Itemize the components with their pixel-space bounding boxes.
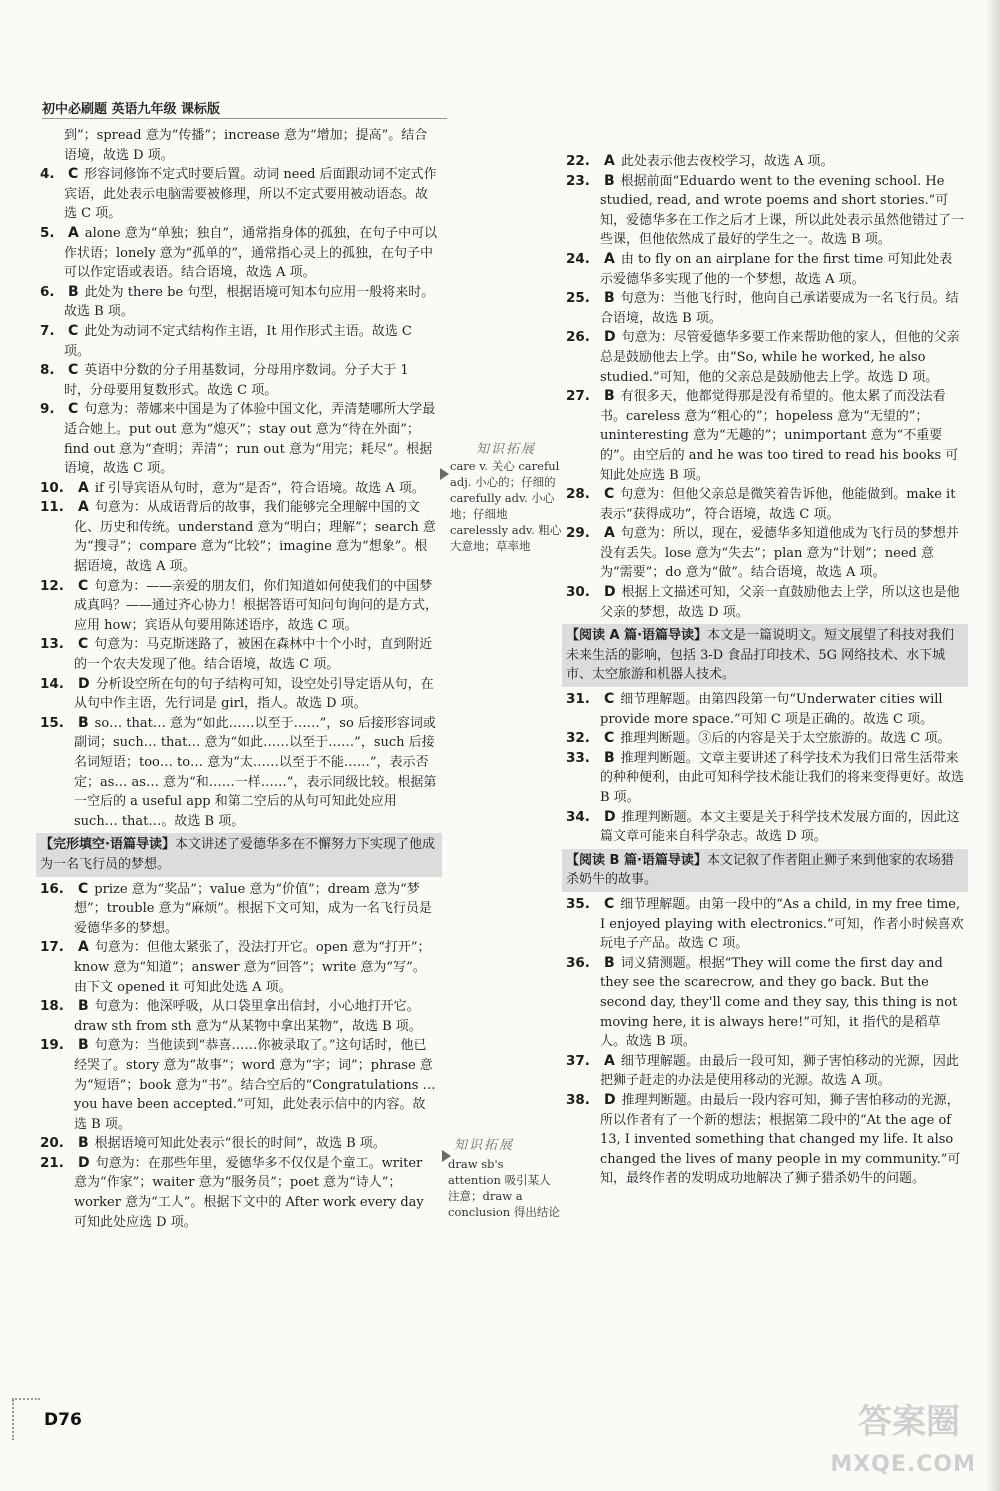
question-number: 29. — [566, 525, 590, 542]
answer-letter: B — [78, 998, 89, 1015]
answer-item — [40, 322, 438, 361]
answer-item — [566, 690, 964, 729]
answer-letter: D — [78, 675, 90, 692]
explanation-text: so… that… 意为“如此……以至于……”，so 后接形容词或副词；such… that… 意为“如此……以至于……”，such 后接名词短语；too… to… 意为“太……以至于不能……”，表示否定；as… as… 意为“和……一样……”，表示同级比较。根据第一空后的 a useful app 和第二空后的从句可知此处应用 such… that…。故选 B 项。 — [74, 715, 437, 829]
answer-letter: C — [604, 486, 615, 503]
answer-letter: C — [68, 166, 79, 183]
question-number: 27. — [566, 388, 590, 405]
answer-item — [566, 250, 964, 289]
answer-item — [40, 997, 438, 1036]
answer-letter: B — [604, 290, 615, 307]
answer-letter: A — [604, 1052, 615, 1069]
question-number: 5. — [40, 224, 55, 241]
answer-letter: A — [68, 224, 79, 241]
explanation-text: 到”；spread 意为“传播”；increase 意为“增加；提高”。结合语境，故选 D 项。 — [64, 128, 428, 163]
answer-letter: B — [68, 283, 79, 300]
page-number: D76 — [44, 1410, 82, 1430]
answer-letter: C — [68, 401, 79, 418]
question-number: 30. — [566, 584, 590, 601]
note-title-draw: 知识拓展 — [454, 1138, 515, 1153]
explanation-text: 句意为：但他父亲总是微笑着告诉他，他能做到。make it 表示“获得成功”，符合语境，故选 C 项。 — [600, 487, 956, 522]
answer-letter: A — [78, 499, 89, 516]
answer-letter: A — [604, 250, 615, 267]
question-number: 35. — [566, 895, 590, 912]
answer-letter: B — [78, 1037, 89, 1054]
answer-item — [566, 808, 964, 847]
answer-item — [566, 152, 964, 172]
answer-letter: C — [78, 636, 89, 653]
answer-item — [40, 675, 438, 714]
guide-text: 本文记叙了作者阻止狮子来到他家的农场猎杀奶牛的故事。 — [566, 852, 954, 888]
answer-item — [40, 714, 438, 832]
answer-letter: C — [604, 895, 615, 912]
question-number: 23. — [566, 172, 590, 189]
answer-letter: B — [78, 1135, 89, 1152]
answer-item — [566, 749, 964, 808]
corner-dotted-line — [12, 1398, 40, 1401]
page-spine-shadow — [986, 0, 1000, 1491]
answer-item — [566, 729, 964, 749]
explanation-text: 根据上文描述可知，父亲一直鼓励他去上学，所以这也是他父亲的梦想，故选 D 项。 — [600, 585, 960, 620]
explanation-text: 细节理解题。由第四段第一句“Underwater cities will provide more space.”可知 C 项是正确的。故选 C 项。 — [600, 692, 943, 727]
answer-item — [566, 524, 964, 583]
guide-tag: 【阅读 A 篇·语篇导读】 — [566, 628, 708, 644]
explanation-text: 句意为：当他飞行时，他向自己承诺要成为一名飞行员。结合语境，故选 B 项。 — [600, 291, 959, 326]
answer-item — [566, 1052, 964, 1091]
question-number: 17. — [40, 939, 64, 956]
explanation-text: prize 意为“奖品”；value 意为“价值”；dream 意为“梦想”；trouble 意为“麻烦”。根据下文可知，成为一名飞行员是爱德华多的梦想。 — [74, 881, 432, 936]
reading-guide-box — [562, 624, 968, 687]
answer-item — [566, 328, 964, 387]
note-draw: draw sb's attention 吸引某人注意；draw a conclusion 得出结论 — [448, 1157, 560, 1219]
answer-item — [566, 895, 964, 954]
right-column — [566, 152, 964, 1189]
question-number: 10. — [40, 479, 64, 496]
answer-item — [566, 172, 964, 250]
answer-letter: C — [604, 691, 615, 708]
answer-item — [40, 577, 438, 636]
question-number: 25. — [566, 290, 590, 307]
answer-letter: D — [78, 1154, 90, 1171]
answer-item — [40, 498, 438, 576]
answer-letter: D — [604, 808, 616, 825]
answer-item — [566, 485, 964, 524]
question-number: 7. — [40, 322, 55, 339]
explanation-text: 细节理解题。由最后一段可知，狮子害怕移动的光源，因此把狮子赶走的办法是使用移动的光源。故选 A 项。 — [600, 1053, 959, 1089]
answer-letter: B — [604, 954, 615, 971]
left-column — [40, 126, 438, 1232]
question-number: 33. — [566, 749, 590, 766]
reading-guide-box — [562, 849, 968, 892]
explanation-text: 句意为：所以，现在，爱德华多知道他成为飞行员的梦想并没有丢失。lose 意为“失去”；plan 意为“计划”；need 意为“需要”；do 意为“做”。结合语境，故选 A 项。 — [600, 526, 959, 581]
reading-guide-box — [36, 833, 442, 876]
question-number: 31. — [566, 691, 590, 708]
guide-text: 本文是一篇说明文。短文展望了科技对我们未来生活的影响，包括 3-D 食品打印技术、5G 网络技术、水下城市、太空旅游和机器人技术。 — [566, 628, 955, 683]
answer-letter: B — [604, 172, 615, 189]
answer-letter: C — [604, 730, 615, 747]
explanation-text: 此处表示他去夜校学习，故选 A 项。 — [620, 154, 834, 169]
question-number: 32. — [566, 730, 590, 747]
answer-item — [566, 387, 964, 485]
explanation-text: 句意为：蒂娜来中国是为了体验中国文化，弄清楚哪所大学最适合她上。put out 意为“熄灭”；stay out 意为“待在外面”；find out 意为“查明；弄清”；run out 意为“用完；耗尽”。根据语境，故选 C 项。 — [64, 402, 436, 477]
note-care: care v. 关心 careful adj. 小心的；仔细的 carefully adv. 小心地；仔细地 carelessly adv. 粗心大意地；草率地 — [450, 459, 562, 553]
answer-letter: A — [78, 939, 89, 956]
answer-item — [566, 583, 964, 622]
answer-letter: D — [604, 584, 616, 601]
answer-item — [40, 361, 438, 400]
explanation-text: 根据语境可知此处表示“很长的时间”，故选 B 项。 — [94, 1136, 386, 1152]
explanation-text: 由 to fly on an airplane for the first time 可知此处表示爱德华多实现了他的一个梦想，故选 A 项。 — [600, 251, 953, 287]
question-number: 28. — [566, 486, 590, 503]
answer-letter: A — [78, 479, 89, 496]
explanation-text: 句意为：当他读到“恭喜……你被录取了。”这句话时，他已经哭了。story 意为“故事”；word 意为“字；词”；phrase 意为“短语”；book 意为“书”。结合空后的“Congratulations … you have been accepted.”可知，此处表示信中的内容。故选 B 项。 — [74, 1038, 436, 1132]
question-number: 21. — [40, 1154, 64, 1171]
answer-letter: B — [604, 388, 615, 405]
question-number: 38. — [566, 1091, 590, 1108]
explanation-text: 句意为：——亲爱的朋友们，你们知道如何使我们的中国梦成真吗？——通过齐心协力！根据答语可知问句询问的是方式，应用 how；宾语从句要用陈述语序，故选 C 项。 — [74, 578, 439, 633]
answer-letter: A — [604, 153, 615, 169]
question-number: 9. — [40, 401, 55, 418]
explanation-text: 形容词修饰不定式时要后置。动词 need 后面跟动词不定式作宾语，此处表示电脑需要被修理，所以不定式要用被动语态。故选 C 项。 — [64, 167, 437, 222]
question-number: 14. — [40, 675, 64, 692]
answer-item — [40, 400, 438, 478]
explanation-text: 句意为：马克斯迷路了，被困在森林中十个小时，直到附近的一个农夫发现了他。结合语境，故选 C 项。 — [74, 637, 433, 673]
answer-item — [566, 954, 964, 1052]
explanation-text: 有很多天，他都觉得那是没有希望的。他太累了而没法看书。careless 意为“粗心的”；hopeless 意为“无望的”；uninteresting 意为“无趣的”；unimportant 意为“不重要的”。由空后的 and he was too tired to read his books 可知此处应选 B 项。 — [600, 389, 959, 483]
answer-item — [40, 635, 438, 674]
explanation-text: 句意为：但他太紧张了，没法打开它。open 意为“打开”；know 意为“知道”；answer 意为“回答”；write 意为“写”。由下文 opened it 可知此处选 A 项。 — [74, 940, 431, 995]
answer-letter: C — [78, 880, 89, 897]
explanation-text: 句意为：尽管爱德华多要工作来帮助他的家人，但他的父亲总是鼓励他去上学。由“So, while he worked, he also studied.”可知，他的父亲总是鼓励他去上学。故选 D 项。 — [600, 330, 960, 385]
explanation-text: 推理判断题。文章主要讲述了科学技术为我们日常生活带来的种种便利，由此可知科学技术能让我们的将来变得更好。故选 B 项。 — [600, 750, 965, 805]
answer-item — [40, 938, 438, 997]
explanation-text: 句意为：在那些年里，爱德华多不仅仅是个童工。writer 意为“作家”；waiter 意为“服务员”；poet 意为“诗人”；worker 意为“工人”。根据下文中的 After work every day 可知此处应选 D 项。 — [74, 1155, 424, 1230]
question-number: 4. — [40, 166, 55, 183]
explanation-text: 根据前面“Eduardo went to the evening school. He studied, read, and wrote poems and short stories.”可知，爱德华多在工作之后才上课，所以此处表示虽然他错过了一些课，但他依然成了最好的学生之一。故选 B 项。 — [600, 173, 965, 248]
answer-item — [40, 1134, 438, 1154]
explanation-text: 英语中分数的分子用基数词，分母用序数词。分子大于 1 时，分母要用复数形式。故选 C 项。 — [64, 363, 409, 398]
question-number: 37. — [566, 1052, 590, 1069]
watermark-logo-text: 答案圈 — [858, 1402, 960, 1442]
question-number: 34. — [566, 808, 590, 825]
guide-tag: 【完形填空·语篇导读】 — [40, 837, 175, 853]
answer-letter: B — [604, 749, 615, 766]
question-number: 8. — [40, 362, 55, 379]
header-divider — [42, 118, 447, 119]
explanation-text: 推理判断题。本文主要是关于科学技术发展方面的，因此这篇文章可能来自科学杂志。故选 D 项。 — [600, 809, 960, 845]
question-number: 16. — [40, 880, 64, 897]
question-number: 24. — [566, 250, 590, 267]
answer-item — [566, 1091, 964, 1189]
explanation-text: 此处为动词不定式结构作主语，It 用作形式主语。故选 C 项。 — [64, 323, 412, 359]
explanation-text: alone 意为“单独；独自”，通常指身体的孤独，在句子中可以作状语；lonely 意为“孤单的”，通常指心灵上的孤独，在句子中可以作定语或表语。结合语境，故选 A 项。 — [64, 225, 438, 281]
answer-letter: C — [68, 322, 79, 339]
question-number: 22. — [566, 153, 590, 169]
note-title-care: 知识拓展 — [476, 442, 537, 457]
explanation-text: 细节理解题。由第一段中的“As a child, in my free time, I enjoyed playing with electronics.”可知，作者小时候喜欢玩电子产品。故选 C 项。 — [600, 896, 964, 952]
answer-letter: D — [604, 329, 616, 346]
question-number: 13. — [40, 636, 64, 653]
question-number: 20. — [40, 1135, 64, 1152]
corner-dotted-line-vertical — [12, 1400, 15, 1440]
question-number: 15. — [40, 714, 64, 731]
question-number: 18. — [40, 998, 64, 1015]
watermark-url: MXQE.COM — [830, 1452, 976, 1477]
answer-letter: C — [78, 577, 89, 594]
explanation-text: 句意为：从成语背后的故事，我们能够完全理解中国的文化、历史和传统。understand 意为“明白；理解”；search 意为“搜寻”；compare 意为“比较”；imagine 意为“想象”。根据语境，故选 A 项。 — [74, 500, 436, 575]
page-header: 初中必刷题 英语九年级 课标版 — [42, 102, 221, 117]
explanation-text: 词义猜测题。根据“They will come the first day and they see the scarecrow, and they go back. But the second day, they'll come and they say, this thing is not moving here, it is always here!”可知，it 指代的是稻草人。故选 B 项。 — [600, 955, 958, 1050]
answer-item — [566, 289, 964, 328]
explanation-text: 分析设空所在句的句子结构可知，设空处引导定语从句，在从句中作主语，先行词是 girl，指人。故选 D 项。 — [74, 676, 434, 712]
explanation-text: 句意为：他深呼吸，从口袋里拿出信封，小心地打开它。draw sth from sth 意为“从某物中拿出某物”，故选 B 项。 — [74, 999, 422, 1034]
answer-letter: D — [604, 1091, 616, 1108]
answer-letter: A — [604, 525, 615, 542]
guide-text: 本文讲述了爱德华多在不懈努力下实现了他成为一名飞行员的梦想。 — [40, 837, 435, 872]
explanation-text: 此处为 there be 句型，根据语境可知本句应用一般将来时。故选 B 项。 — [64, 284, 435, 320]
question-number: 26. — [566, 329, 590, 346]
question-number: 11. — [40, 499, 64, 516]
note-arrow-icon — [440, 468, 449, 480]
question-number: 36. — [566, 954, 590, 971]
guide-tag: 【阅读 B 篇·语篇导读】 — [566, 852, 707, 868]
answer-item — [40, 1154, 438, 1232]
explanation-text: 推理判断题。由最后一段内容可知，狮子害怕移动的光源，所以作者有了一个新的想法；根据第二段中的“At the age of 13, I invented something that changed my life. It also changed the lives of many people in my community.”可知，最终作者的发明成功地解决了狮子猎杀奶牛的问题。 — [600, 1092, 961, 1187]
answer-letter: C — [68, 362, 79, 379]
explanation-text: 推理判断题。③后的内容是关于太空旅游的。故选 C 项。 — [620, 731, 951, 747]
answer-letter: B — [78, 714, 89, 731]
question-number: 19. — [40, 1037, 64, 1054]
answer-item — [40, 126, 438, 165]
answer-item — [40, 224, 438, 283]
question-number: 12. — [40, 577, 64, 594]
answer-item — [40, 165, 438, 224]
question-number: 6. — [40, 283, 55, 300]
answer-item — [40, 283, 438, 322]
answer-item — [40, 880, 438, 939]
explanation-text: if 引导宾语从句时，意为“是否”，符合语境。故选 A 项。 — [94, 480, 425, 496]
answer-item — [40, 479, 438, 499]
answer-item — [40, 1036, 438, 1134]
